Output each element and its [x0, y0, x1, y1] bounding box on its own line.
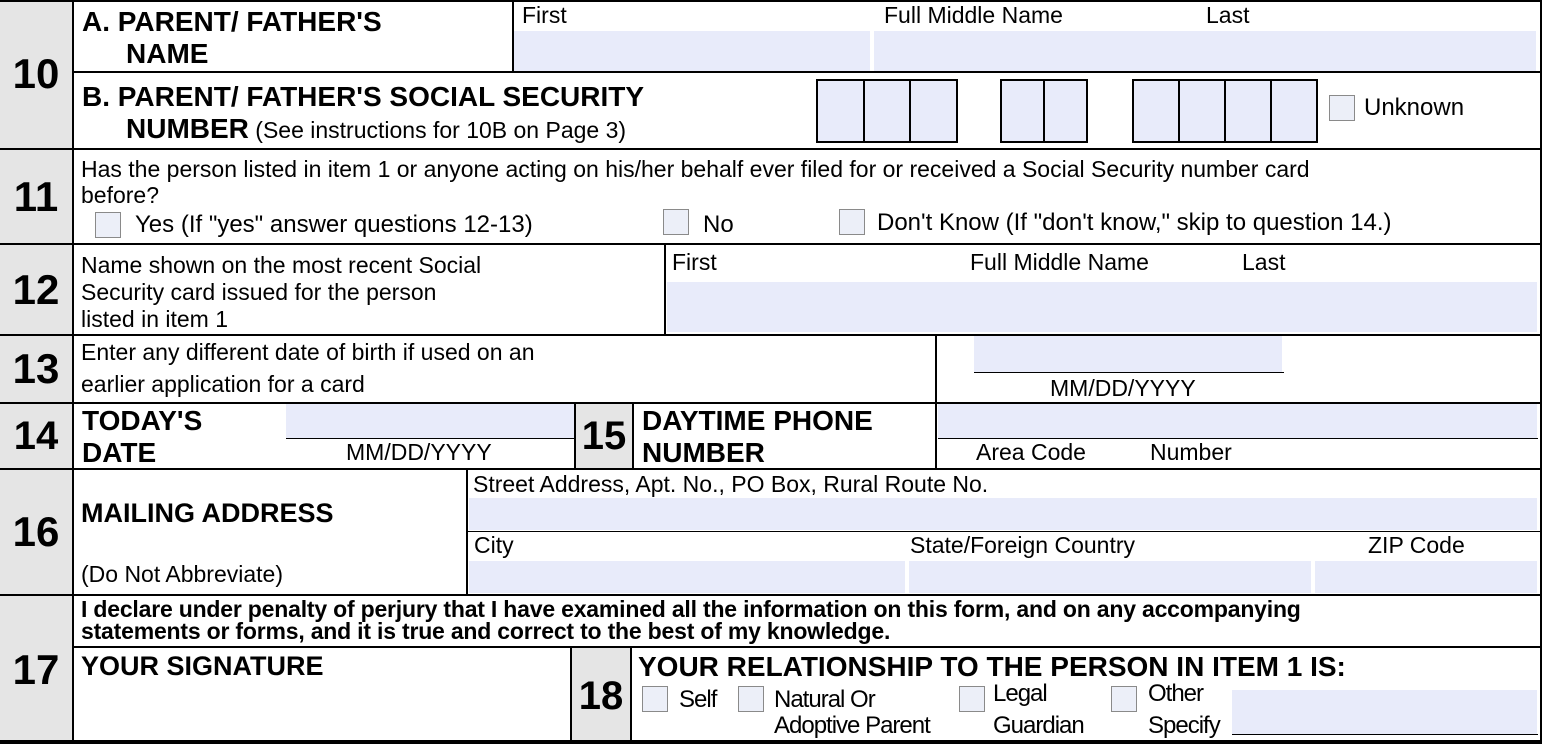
item-number-12: 12 — [0, 245, 74, 334]
parent-middle-last-name-input[interactable] — [874, 31, 1536, 71]
relationship-self-checkbox[interactable] — [642, 686, 668, 712]
parent-ssn-group-input[interactable] — [1000, 79, 1088, 143]
signature-label: YOUR SIGNATURE — [81, 651, 324, 681]
relationship-guardian-checkbox[interactable] — [959, 686, 985, 712]
parent-ssn-area-input[interactable] — [816, 79, 958, 143]
phone-label: DAYTIME PHONE — [642, 405, 873, 436]
state-caption: State/Foreign Country — [910, 532, 1136, 558]
relationship-other-input[interactable] — [1232, 690, 1537, 734]
prior-first-caption: First — [672, 249, 717, 275]
item-number-16: 16 — [0, 470, 74, 594]
parent-ssn-label: B. PARENT/ FATHER'S SOCIAL SECURITY — [82, 81, 645, 112]
relationship-other-checkbox[interactable] — [1111, 686, 1137, 712]
state-input[interactable] — [909, 561, 1311, 593]
prior-card-yes-checkbox[interactable] — [95, 212, 121, 238]
item-number-18: 18 — [572, 648, 632, 744]
different-dob-label: Enter any different date of birth if used on an — [81, 339, 535, 365]
item-number-11: 11 — [0, 150, 74, 243]
city-caption: City — [474, 532, 514, 558]
item-number-10: 10 — [0, 0, 74, 148]
prior-card-dont-know-checkbox[interactable] — [839, 209, 865, 235]
prior-card-name-label-2: Security card issued for the person — [81, 279, 437, 305]
relationship-other-label: Other — [1148, 680, 1204, 707]
item-number-14: 14 — [0, 404, 74, 468]
prior-card-name-input[interactable] — [667, 282, 1537, 332]
todays-date-label: TODAY'S — [82, 405, 203, 436]
prior-card-yes-label: Yes (If "yes" answer questions 12-13) — [135, 211, 533, 238]
parent-name-label-2: NAME — [126, 38, 209, 69]
prior-card-no-checkbox[interactable] — [663, 209, 689, 235]
prior-card-dont-know-label: Don't Know (If "don't know," skip to question 14.) — [877, 209, 1392, 236]
parent-ssn-label-2: NUMBER (See instructions for 10B on Page 3) — [126, 113, 627, 144]
relationship-self-label: Self — [679, 686, 717, 713]
signature-area[interactable] — [76, 682, 570, 740]
declaration-text: I declare under penalty of perjury that I have examined all the information on this form, and on any accompanying — [81, 596, 1301, 622]
city-input[interactable] — [469, 561, 905, 593]
mailing-address-note: (Do Not Abbreviate) — [81, 561, 283, 587]
relationship-guardian-label: Legal — [993, 680, 1047, 707]
item-number-17: 17 — [0, 596, 74, 744]
different-dob-label-2: earlier application for a card — [81, 371, 365, 397]
street-caption: Street Address, Apt. No., PO Box, Rural Route No. — [473, 471, 989, 497]
relationship-parent-label: Natural Or — [774, 686, 875, 713]
prior-card-name-label-3: listed in item 1 — [81, 306, 229, 332]
prior-card-name-label: Name shown on the most recent Social — [81, 252, 482, 278]
prior-card-no-label: No — [703, 211, 734, 238]
ssn-unknown-label: Unknown — [1364, 94, 1465, 121]
relationship-parent-label-2: Adoptive Parent — [774, 712, 930, 739]
prior-card-question-2: before? — [81, 182, 160, 208]
mailing-address-label: MAILING ADDRESS — [81, 498, 334, 528]
parent-last-caption: Last — [1206, 2, 1250, 28]
parent-ssn-serial-input[interactable] — [1132, 79, 1318, 143]
ssn-unknown-checkbox[interactable] — [1329, 95, 1355, 121]
relationship-other-label-2: Specify — [1148, 712, 1220, 739]
phone-number-caption: Number — [1150, 439, 1232, 465]
relationship-parent-checkbox[interactable] — [738, 686, 764, 712]
zip-input[interactable] — [1315, 561, 1537, 593]
zip-caption: ZIP Code — [1368, 532, 1465, 558]
prior-card-question: Has the person listed in item 1 or anyone acting on his/her behalf ever filed for or received a Social Security number card — [81, 156, 1310, 182]
parent-middle-caption: Full Middle Name — [884, 2, 1063, 28]
prior-middle-caption: Full Middle Name — [970, 249, 1149, 275]
item-number-15: 15 — [576, 404, 634, 468]
relationship-guardian-label-2: Guardian — [993, 712, 1084, 739]
todays-date-format: MM/DD/YYYY — [346, 439, 492, 465]
parent-first-caption: First — [522, 2, 567, 28]
different-dob-input[interactable] — [974, 336, 1282, 372]
todays-date-label-2: DATE — [82, 437, 157, 468]
phone-input[interactable] — [938, 404, 1537, 438]
declaration-text-2: statements or forms, and it is true and correct to the best of my knowledge. — [81, 618, 891, 644]
parent-first-name-input[interactable] — [514, 31, 870, 71]
relationship-label: YOUR RELATIONSHIP TO THE PERSON IN ITEM 1 IS: — [638, 651, 1346, 682]
todays-date-input[interactable] — [286, 404, 574, 438]
item-number-13: 13 — [0, 336, 74, 402]
prior-last-caption: Last — [1242, 249, 1286, 275]
area-code-caption: Area Code — [976, 439, 1086, 465]
different-dob-format: MM/DD/YYYY — [1050, 375, 1196, 401]
phone-label-2: NUMBER — [642, 437, 765, 468]
street-address-input[interactable] — [469, 498, 1537, 530]
parent-name-label: A. PARENT/ FATHER'S — [82, 6, 382, 37]
